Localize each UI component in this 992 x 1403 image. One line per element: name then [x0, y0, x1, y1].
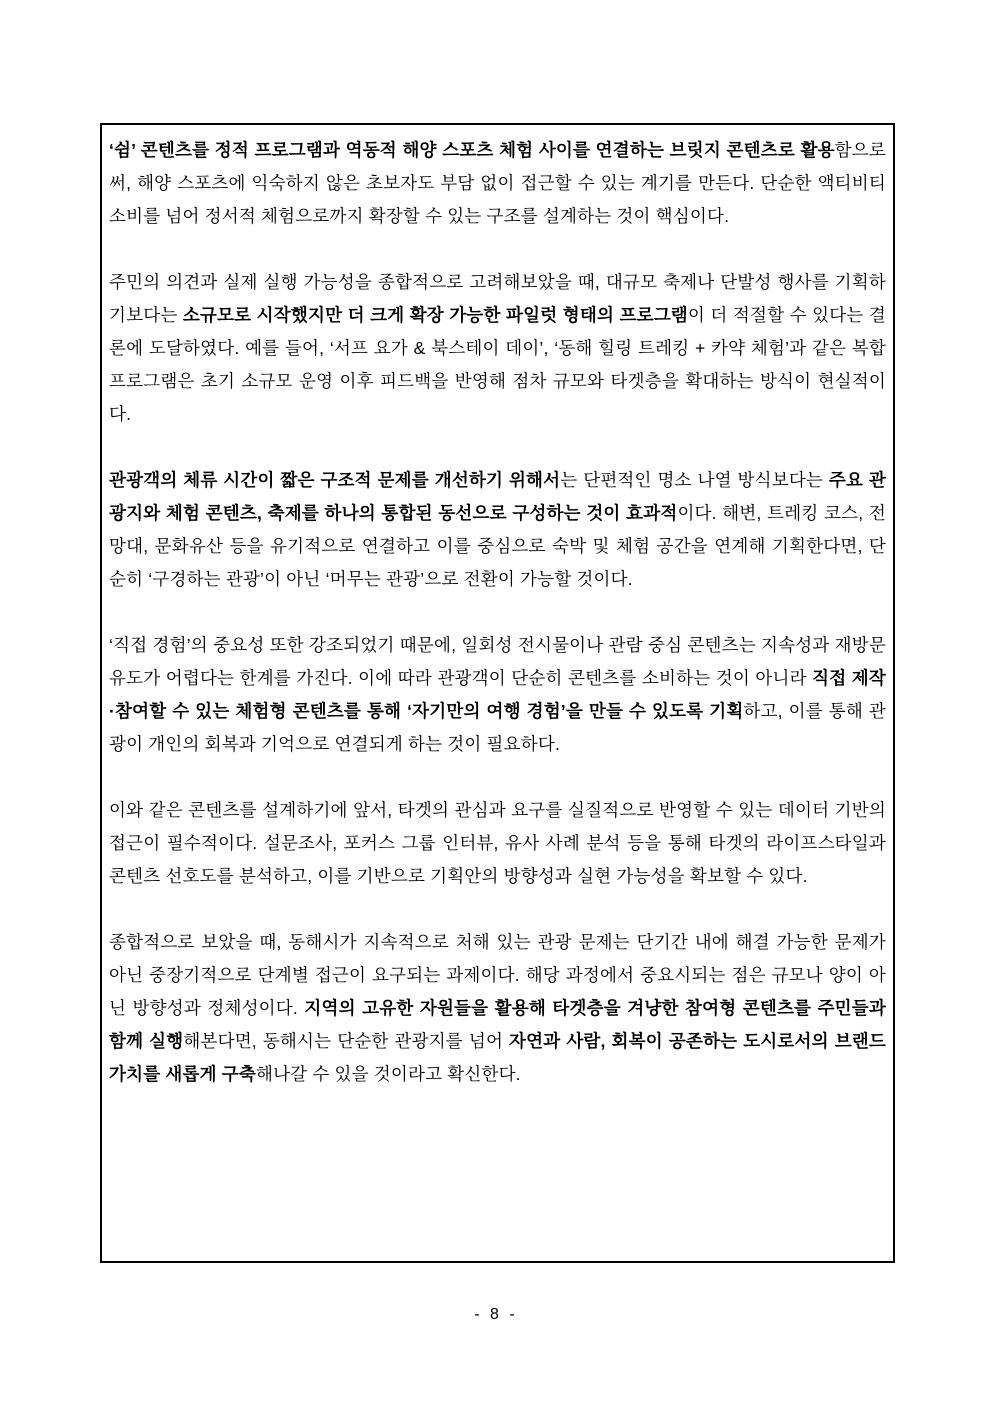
- paragraph: 이와 같은 콘텐츠를 설계하기에 앞서, 타겟의 관심과 요구를 실질적으로 반영할 수 있는 데이터 기반의 접근이 필수적이다. 설문조사, 포커스 그룹 인터뷰, 유사 사례 분석 등을 통해 타겟의 라이프스타일과 콘텐츠 선호도를 분석하고, 이를 기반으로 기획안의 방향성과 실현 가능성을 확보할 수 있다.: [109, 800, 886, 886]
- paragraph: 관광객의 체류 시간이 짧은 구조적 문제를 개선하기 위해서는 단편적인 명소 나열 방식보다는 주요 관광지와 체험 콘텐츠, 축제를 하나의 통합된 동선으로 구성하는 것이 효과적이다. 해변, 트레킹 코스, 전망대, 문화유산 등을 유기적으로 연결하고 이를 중심으로 숙박 및 체험 공간을 연계해 기획한다면, 단순히 ‘구경하는 관광’이 아닌 ‘머무는 관광’으로 전환이 가능할 것이다.: [109, 470, 886, 589]
- paragraph: 종합적으로 보았을 때, 동해시가 지속적으로 처해 있는 관광 문제는 단기간 내에 해결 가능한 문제가 아닌 중장기적으로 단계별 접근이 요구되는 과제이다. 해당 과정에서 중요시되는 점은 규모나 양이 아닌 방향성과 정체성이다. 지역의 고유한 자원들을 활용해 타겟층을 겨냥한 참여형 콘텐츠를 주민들과 함께 실행해본다면, 동해시는 단순한 관광지를 넘어 자연과 사람, 회복이 공존하는 도시로서의 브랜드 가치를 새롭게 구축해나갈 수 있을 것이라고 확신한다.: [109, 932, 887, 1084]
- paragraph-container: [109, 134, 886, 1091]
- text-border-box: [100, 123, 895, 1263]
- paragraph: 주민의 의견과 실제 실행 가능성을 종합적으로 고려해보았을 때, 대규모 축제나 단발성 행사를 기획하기보다는 소규모로 시작했지만 더 크게 확장 가능한 파일럿 형태의 프로그램이 더 적절할 수 있다는 결론에 도달하였다. 예를 들어, ‘서프 요가 & 북스테이 데이’, ‘동해 힐링 트레킹 + 카약 체험’과 같은 복합 프로그램은 초기 소규모 운영 이후 피드백을 반영해 점차 규모와 타겟층을 확대하는 방식이 현실적이다.: [109, 272, 886, 424]
- paragraph: ‘직접 경험’의 중요성 또한 강조되었기 때문에, 일회성 전시물이나 관람 중심 콘텐츠는 지속성과 재방문 유도가 어렵다는 한계를 가진다. 이에 따라 관광객이 단순히 콘텐츠를 소비하는 것이 아니라 직접 제작·참여할 수 있는 체험형 콘텐츠를 통해 ‘자기만의 여행 경험’을 만들 수 있도록 기획하고, 이를 통해 관광이 개인의 회복과 기억으로 연결되게 하는 것이 필요하다.: [109, 635, 887, 754]
- paragraph: ‘쉼’ 콘텐츠를 정적 프로그램과 역동적 해양 스포츠 체험 사이를 연결하는 브릿지 콘텐츠로 활용함으로써, 해양 스포츠에 익숙하지 않은 초보자도 부담 없이 접근할 수 있는 계기를 만든다. 단순한 액티비티 소비를 넘어 정서적 체험으로까지 확장할 수 있는 구조를 설계하는 것이 핵심이다.: [109, 140, 886, 226]
- page-number: - 8 -: [474, 1306, 518, 1323]
